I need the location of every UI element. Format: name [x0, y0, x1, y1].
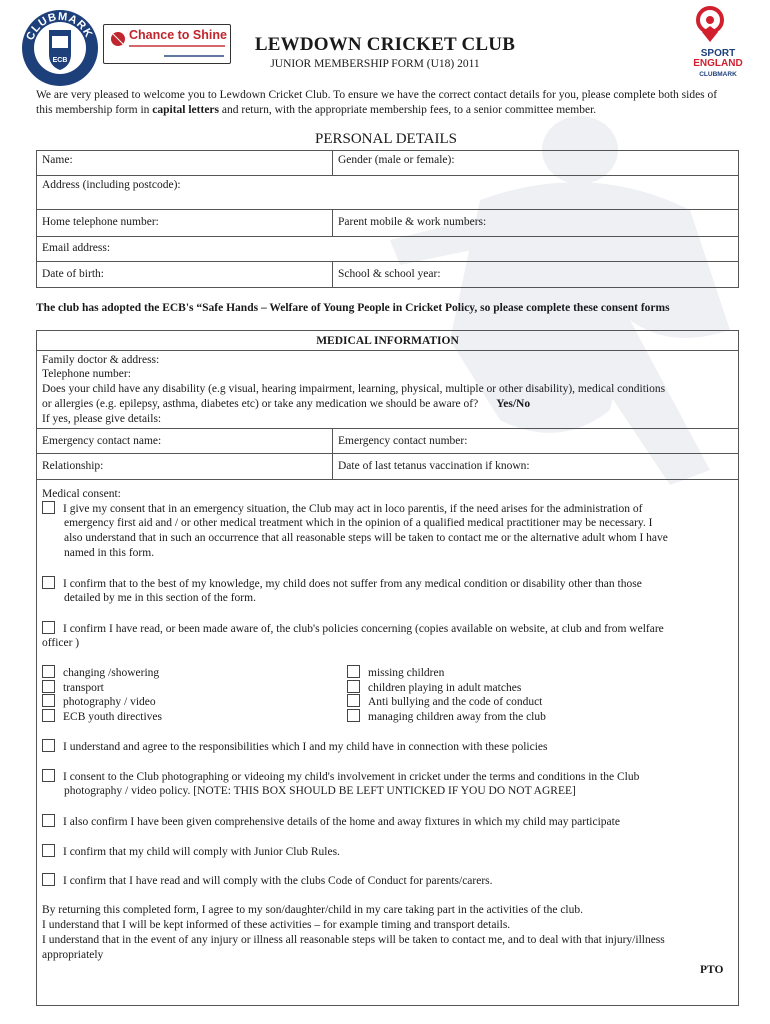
policy-item-label: transport: [63, 682, 104, 694]
policy-item-away: [347, 709, 546, 725]
relationship-field[interactable]: [36, 453, 333, 480]
safe-hands-statement: The club has adopted the ECB's “Safe Hands – Welfare of Young People in Cricket Policy, so please complete these consent forms: [36, 302, 670, 314]
intro-text-2: and return, with the appropriate membership fees, to a senior committee member.: [219, 104, 597, 116]
policy-item-label: photography / video: [63, 696, 156, 708]
photography-consent-item: [42, 769, 639, 785]
sport-england-line1: SPORT: [700, 48, 736, 59]
responsibilities-checkbox[interactable]: [42, 739, 55, 752]
medical-condition-line2: detailed by me in this section of the form.: [64, 592, 256, 604]
cricket-ball-icon: [110, 31, 126, 47]
emergency-name-label: Emergency contact name:: [42, 435, 162, 447]
junior-rules-label: I confirm that my child will comply with Junior Club Rules.: [63, 846, 340, 858]
medical-condition-checkbox[interactable]: [42, 576, 55, 589]
code-of-conduct-label: I confirm that I have read and will comply with the clubs Code of Conduct for parents/carers.: [63, 875, 493, 887]
policy-item-label: changing /showering: [63, 667, 160, 679]
loco-parentis-item: [42, 501, 642, 517]
email-label: Email address:: [42, 242, 111, 254]
clubmark-arc-text: CLUBMARK: [24, 10, 95, 43]
policy-item-label: missing children: [368, 667, 445, 679]
emergency-number-label: Emergency contact number:: [338, 435, 468, 447]
closing-line4: appropriately: [42, 949, 104, 961]
personal-details-title: PERSONAL DETAILS: [315, 131, 457, 147]
medical-consent-heading: Medical consent:: [42, 488, 121, 500]
chance-to-shine-logo: [103, 24, 231, 64]
policies-line1: I confirm I have read, or been made aware of, the club's policies concerning (copies available on website, at club and from welfare: [63, 623, 664, 635]
tetanus-field[interactable]: [332, 453, 739, 480]
medical-title-rule: [36, 350, 739, 351]
gender-field[interactable]: [332, 150, 739, 176]
sport-england-logo: [688, 4, 748, 80]
home-phone-field[interactable]: [36, 209, 333, 237]
medical-condition-line1: I confirm that to the best of my knowledge, my child does not suffer from any medical condition or disability other than those: [63, 578, 642, 590]
policy-checkbox[interactable]: [347, 694, 360, 707]
policy-checkbox[interactable]: [42, 709, 55, 722]
doctor-label[interactable]: Family doctor & address:: [42, 354, 160, 366]
club-title: LEWDOWN CRICKET CLUB: [254, 34, 516, 55]
medical-title: MEDICAL INFORMATION: [316, 335, 459, 347]
fixtures-checkbox[interactable]: [42, 814, 55, 827]
policy-item-label: children playing in adult matches: [368, 682, 522, 694]
code-of-conduct-item: [42, 873, 493, 889]
clubmark-shield-text: ECB: [52, 57, 68, 64]
policy-item-missing-children: [347, 665, 444, 681]
loco-parentis-line1: I give my consent that in an emergency situation, the Club may act in loco parentis, if the need arises for the administration of: [63, 503, 643, 515]
intro-bold: capital letters: [152, 104, 220, 116]
policy-checkbox[interactable]: [42, 680, 55, 693]
email-field[interactable]: [36, 236, 739, 262]
policies-item: [42, 621, 664, 637]
emergency-number-field[interactable]: [332, 428, 739, 454]
junior-rules-checkbox[interactable]: [42, 844, 55, 857]
policies-line2: officer ): [42, 637, 80, 649]
name-label: Name:: [42, 154, 73, 166]
dob-field[interactable]: [36, 261, 333, 288]
form-subtitle: JUNIOR MEMBERSHIP FORM (U18) 2011: [270, 58, 480, 70]
pto-label: PTO: [700, 964, 724, 976]
fixtures-item: [42, 814, 620, 830]
policies-checkbox[interactable]: [42, 621, 55, 634]
policy-item-photography: [42, 694, 156, 710]
policy-item-changing: [42, 665, 159, 681]
closing-line1: By returning this completed form, I agree to my son/daughter/child in my care taking part in the activities of the club.: [42, 904, 583, 916]
chance-to-shine-title: Chance to Shine: [129, 28, 227, 42]
emergency-name-field[interactable]: [36, 428, 333, 454]
give-details-label[interactable]: If yes, please give details:: [42, 413, 162, 425]
policy-checkbox[interactable]: [42, 665, 55, 678]
disability-question-text: or allergies (e.g. epilepsy, asthma, diabetes etc) or take any medication we should be aware of?: [42, 398, 479, 410]
intro-paragraph: [36, 88, 736, 118]
loco-parentis-line3: also understand that in such an occurrence that all reasonable steps will be taken to contact me or the alternative adult whom I have: [64, 532, 668, 544]
loco-parentis-line4: named in this form.: [64, 547, 155, 559]
closing-line3: I understand that in the event of any injury or illness all reasonable steps will be taken to contact me, and to deal with that injury/illness: [42, 934, 665, 946]
home-phone-label: Home telephone number:: [42, 216, 159, 228]
chance-logo-rule: [129, 45, 225, 47]
school-field[interactable]: [332, 261, 739, 288]
parent-phone-field[interactable]: [332, 209, 739, 237]
gender-label: Gender (male or female):: [338, 154, 455, 166]
photography-consent-line2: photography / video policy. [NOTE: THIS BOX SHOULD BE LEFT UNTICKED IF YOU DO NOT AGREE]: [64, 785, 576, 797]
responsibilities-label: I understand and agree to the responsibilities which I and my child have in connection with these policies: [63, 741, 548, 753]
photography-consent-line1: I consent to the Club photographing or videoing my child's involvement in cricket under the terms and conditions in the Club: [63, 771, 640, 783]
loco-parentis-checkbox[interactable]: [42, 501, 55, 514]
sport-england-line2: ENGLAND: [693, 58, 743, 69]
address-label: Address (including postcode):: [42, 179, 181, 191]
name-field[interactable]: [36, 150, 333, 176]
chance-logo-rule: [164, 55, 224, 57]
policy-checkbox[interactable]: [347, 680, 360, 693]
disability-question-line1: Does your child have any disability (e.g visual, hearing impairment, learning, physical, multiple or other disability), medical conditions: [42, 383, 666, 395]
doctor-telephone-label[interactable]: Telephone number:: [42, 368, 131, 380]
policy-item-label: Anti bullying and the code of conduct: [368, 696, 543, 708]
code-of-conduct-checkbox[interactable]: [42, 873, 55, 886]
loco-parentis-line2: emergency first aid and / or other medical treatment which in the opinion of a qualified medical practitioner may be necessary. I: [64, 517, 653, 529]
responsibilities-item: [42, 739, 547, 755]
policy-checkbox[interactable]: [42, 694, 55, 707]
policy-checkbox[interactable]: [347, 709, 360, 722]
address-field[interactable]: [36, 175, 739, 210]
parent-phone-label: Parent mobile & work numbers:: [338, 216, 487, 228]
policy-checkbox[interactable]: [347, 665, 360, 678]
dob-label: Date of birth:: [42, 268, 104, 280]
photography-consent-checkbox[interactable]: [42, 769, 55, 782]
yes-no-choice[interactable]: Yes/No: [496, 398, 531, 410]
closing-line2: I understand that I will be kept informed of these activities – for example timing and transport details.: [42, 919, 511, 931]
policy-item-ecb-directives: [42, 709, 162, 725]
school-label: School & school year:: [338, 268, 441, 280]
policy-item-anti-bullying: [347, 694, 542, 710]
relationship-label: Relationship:: [42, 460, 104, 472]
policy-item-label: managing children away from the club: [368, 711, 546, 723]
sport-england-line3: CLUBMARK: [699, 71, 737, 78]
junior-rules-item: [42, 844, 340, 860]
tetanus-label: Date of last tetanus vaccination if known:: [338, 460, 530, 472]
intro-text-1: We are very pleased to welcome you to Lewdown Cricket Club. To ensure we have the correct contact details for you, please complete both sides of this membership form in: [36, 89, 718, 116]
policy-item-label: ECB youth directives: [63, 711, 163, 723]
medical-condition-item: [42, 576, 642, 592]
fixtures-label: I also confirm I have been given comprehensive details of the home and away fixtures in which my child may participate: [63, 816, 620, 828]
clubmark-logo: [20, 6, 100, 90]
disability-question-line2: [42, 397, 530, 412]
